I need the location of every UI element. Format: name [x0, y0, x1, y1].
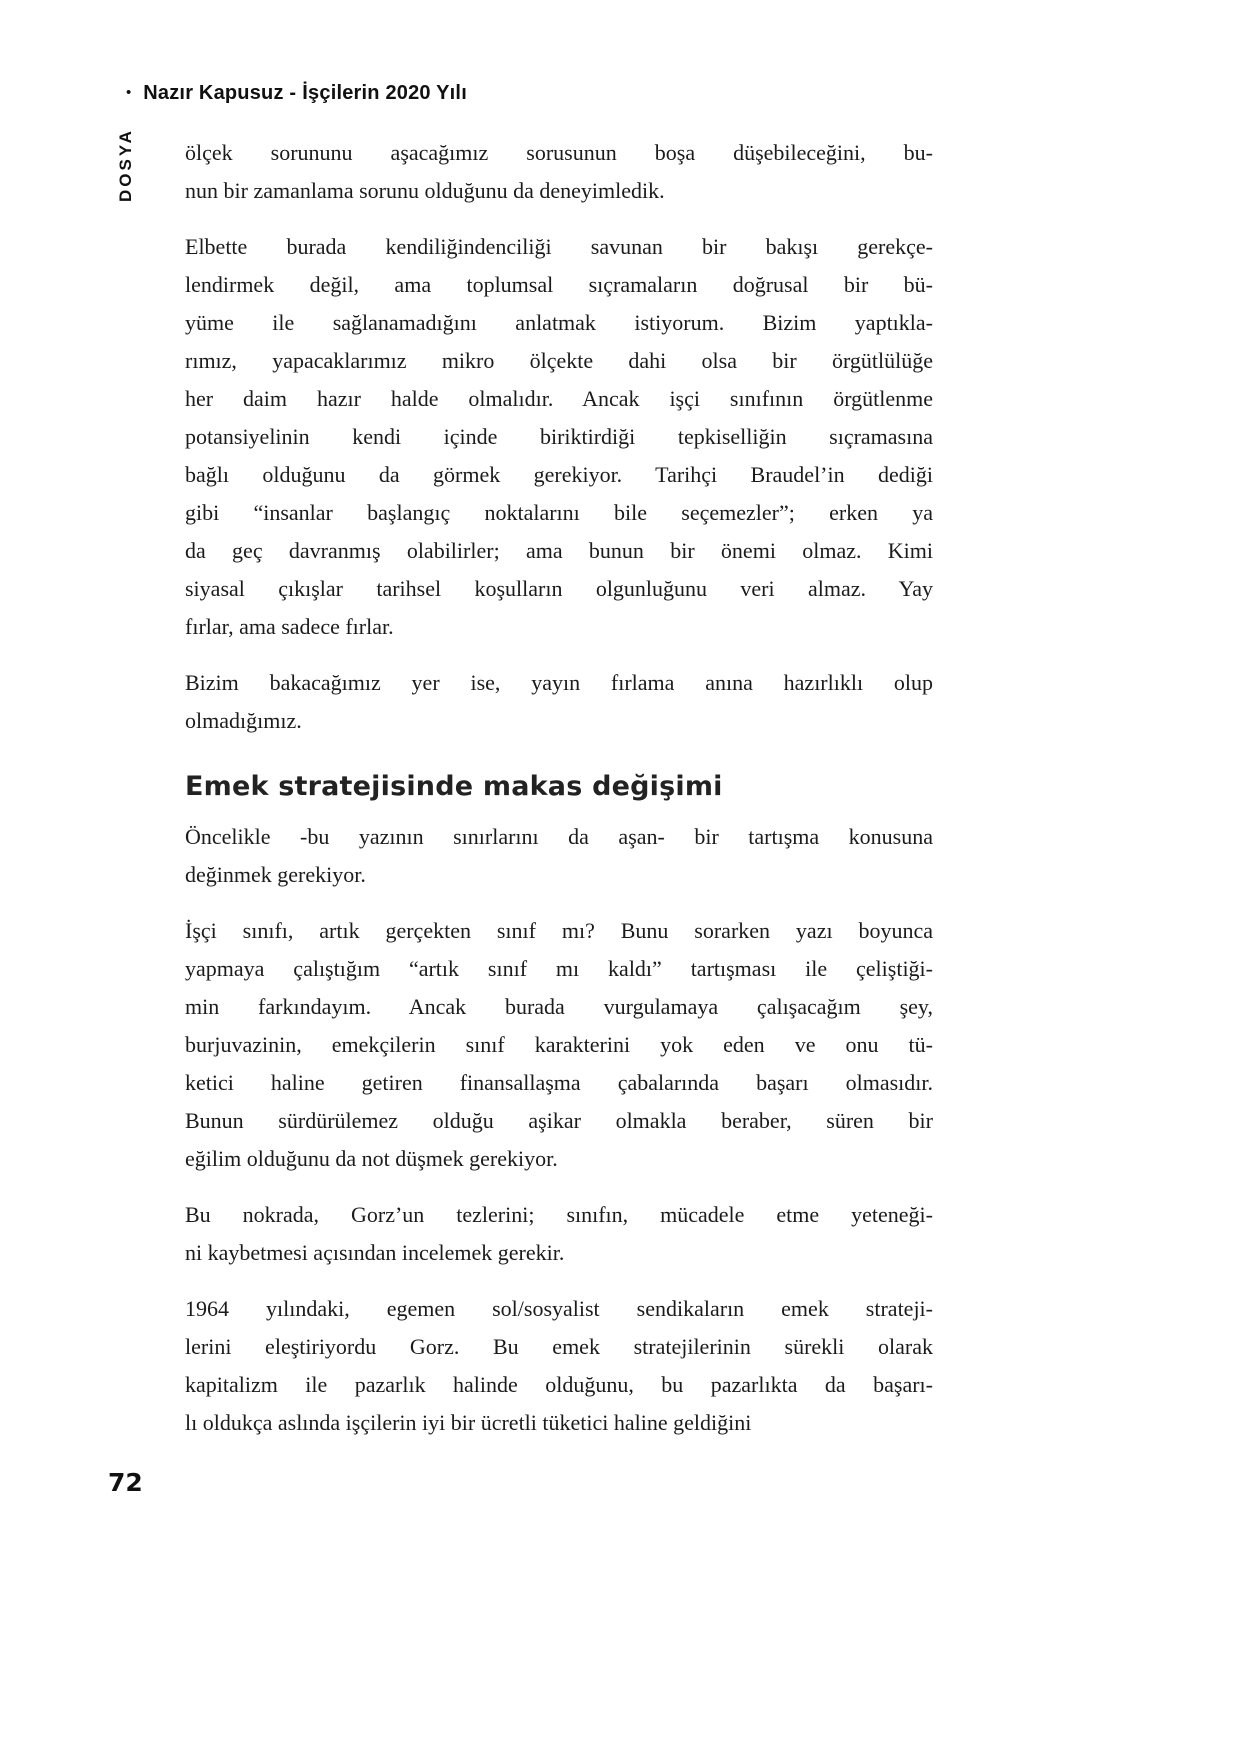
- text-line: da geç davranmış olabilirler; ama bunun bir önemi olmaz. Kimi: [185, 538, 933, 563]
- page-number: 72: [108, 1468, 143, 1497]
- text-line: ni kaybetmesi açısından incelemek gerekir.: [185, 1240, 565, 1265]
- text-line: nun bir zamanlama sorunu olduğunu da deneyimledik.: [185, 178, 665, 203]
- text-line: her daim hazır halde olmalıdır. Ancak işçi sınıfının örgütlenme: [185, 386, 933, 411]
- running-header: [126, 82, 467, 105]
- text-line: 1964 yılındaki, egemen sol/sosyalist sendikaların emek strateji-: [185, 1296, 933, 1321]
- text-line: olmadığımız.: [185, 708, 302, 733]
- text-line: siyasal çıkışlar tarihsel koşulların olgunluğunu veri almaz. Yay: [185, 576, 933, 601]
- text-line: lendirmek değil, ama toplumsal sıçramaların doğrusal bir bü-: [185, 272, 933, 297]
- header-author: Nazır Kapusuz -: [143, 82, 297, 104]
- text-line: lerini eleştiriyordu Gorz. Bu emek stratejilerinin sürekli olarak: [185, 1334, 933, 1359]
- header-book-title: İşçilerin 2020 Yılı: [302, 82, 467, 104]
- section-sidebar-label: DOSYA: [116, 128, 135, 202]
- text-line: Öncelikle -bu yazının sınırlarını da aşan- bir tartışma konusuna: [185, 824, 933, 849]
- text-line: potansiyelinin kendi içinde biriktirdiği tepkiselliğin sıçramasına: [185, 424, 933, 449]
- text-line: min farkındayım. Ancak burada vurgulamaya çalışacağım şey,: [185, 994, 933, 1019]
- paragraph: [185, 1290, 933, 1442]
- text-line: ketici haline getiren finansallaşma çabalarında başarı olmasıdır.: [185, 1070, 933, 1095]
- paragraph: [185, 818, 933, 894]
- text-line: gibi “insanlar başlangıç noktalarını bile seçemezler”; erken ya: [185, 500, 933, 525]
- text-line: lı oldukça aslında işçilerin iyi bir ücretli tüketici haline geldiğini: [185, 1410, 752, 1435]
- text-line: Bu nokrada, Gorz’un tezlerini; sınıfın, mücadele etme yeteneği-: [185, 1202, 933, 1227]
- paragraph: [185, 912, 933, 1178]
- text-line: Elbette burada kendiliğindenciliği savunan bir bakışı gerekçe-: [185, 234, 933, 259]
- text-line: kapitalizm ile pazarlık halinde olduğunu, bu pazarlıkta da başarı-: [185, 1372, 933, 1397]
- text-line: rımız, yapacaklarımız mikro ölçekte dahi olsa bir örgütlülüğe: [185, 348, 933, 373]
- paragraph: [185, 134, 933, 210]
- paragraph: [185, 228, 933, 646]
- bullet-icon: •: [126, 84, 132, 101]
- text-line: Bizim bakacağımız yer ise, yayın fırlama anına hazırlıklı olup: [185, 670, 933, 695]
- text-line: İşçi sınıfı, artık gerçekten sınıf mı? Bunu sorarken yazı boyunca: [185, 918, 933, 943]
- paragraph: [185, 664, 933, 740]
- text-line: Bunun sürdürülemez olduğu aşikar olmakla beraber, süren bir: [185, 1108, 933, 1133]
- text-line: değinmek gerekiyor.: [185, 862, 366, 887]
- text-line: yüme ile sağlanamadığını anlatmak istiyorum. Bizim yaptıkla-: [185, 310, 933, 335]
- text-line: burjuvazinin, emekçilerin sınıf karakterini yok eden ve onu tü-: [185, 1032, 933, 1057]
- text-line: ölçek sorununu aşacağımız sorusunun boşa düşebileceğini, bu-: [185, 140, 933, 165]
- text-line: yapmaya çalıştığım “artık sınıf mı kaldı” tartışması ile çeliştiği-: [185, 956, 933, 981]
- paragraph: [185, 1196, 933, 1272]
- body-text: [185, 134, 933, 1460]
- section-heading: Emek stratejisinde makas değişimi: [185, 771, 723, 802]
- text-line: fırlar, ama sadece fırlar.: [185, 614, 394, 639]
- text-line: eğilim olduğunu da not düşmek gerekiyor.: [185, 1146, 558, 1171]
- text-line: bağlı olduğunu da görmek gerekiyor. Tarihçi Braudel’in dediği: [185, 462, 933, 487]
